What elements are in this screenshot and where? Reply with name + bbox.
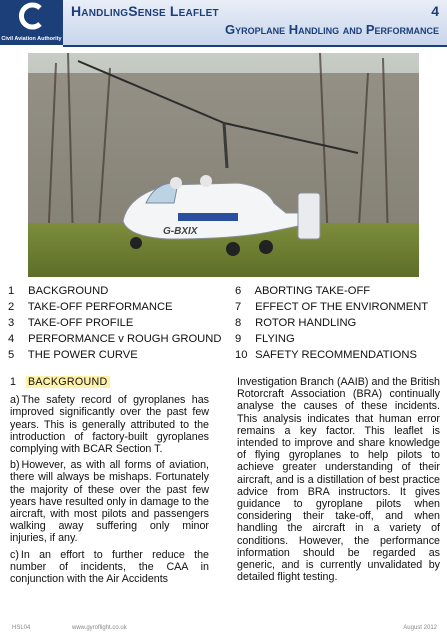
toc-number: 10 bbox=[235, 349, 248, 361]
toc-number: 9 bbox=[235, 333, 242, 345]
page-header bbox=[0, 0, 447, 45]
paragraph-label: b) bbox=[10, 459, 20, 472]
paragraph-text: The safety record of gyroplanes has improved significantly over the past few years. This is generally attributed to the introduction of factory-built gyroplanes complying with BCAR Section T. bbox=[10, 394, 209, 456]
toc-label: TAKE-OFF PERFORMANCE bbox=[27, 301, 173, 313]
section-number: 1 bbox=[10, 376, 16, 388]
paragraph-text: In an effort to further reduce the number of incidents, the CAA in conjunction with the Air Accidents bbox=[10, 548, 209, 586]
paragraph-c bbox=[10, 549, 209, 586]
toc-label: THE POWER CURVE bbox=[27, 349, 138, 361]
toc-label: FLYING bbox=[255, 333, 295, 345]
toc-number: 5 bbox=[8, 349, 15, 361]
toc-number: 3 bbox=[8, 317, 15, 329]
toc-number: 7 bbox=[235, 301, 242, 313]
toc-item bbox=[8, 315, 230, 331]
page-footer bbox=[0, 625, 447, 635]
paragraph-label: a) bbox=[10, 394, 20, 407]
toc-label: PERFORMANCE v ROUGH GROUND bbox=[28, 333, 222, 345]
toc-item bbox=[235, 299, 440, 315]
gyroplane-photo bbox=[28, 53, 419, 277]
toc-number: 4 bbox=[8, 333, 15, 345]
body-column-left bbox=[10, 376, 209, 589]
caa-logo bbox=[0, 0, 63, 45]
leaflet-subtitle: Gyroplane Handling and Performance bbox=[224, 22, 439, 37]
leaflet-number: 4 bbox=[431, 3, 439, 19]
title-band bbox=[63, 0, 447, 47]
paragraph-c-continued: Investigation Branch (AAIB) and the British Rotorcraft Association (BRA) continually analyse the causes of these incidents. This analysis indicates that human error remains a key factor. This leaflet is intended to improve and share knowledge of flying gyroplanes to help pilots to achieve greater understanding of their aircraft, and is a distillation of best practice advice from BRA instructors. It gives guidance to gyroplane pilots when considering their take-off, and when handling the aircraft in a variety of conditions. However, the performance information should be regarded as generic, and is currently unvalidated by detailed flight testing. bbox=[237, 376, 440, 584]
registration-mark: G-BXIX bbox=[163, 226, 198, 237]
caa-emblem-icon bbox=[18, 2, 46, 30]
footer-code: HSL04 bbox=[12, 625, 31, 631]
footer-url: www.gyroflight.co.uk bbox=[72, 625, 127, 631]
toc-item bbox=[235, 315, 440, 331]
gyroplane-illustration bbox=[28, 53, 419, 277]
toc-item bbox=[235, 331, 440, 347]
toc-item bbox=[8, 283, 230, 299]
toc-number: 2 bbox=[8, 301, 15, 313]
toc-item bbox=[235, 283, 440, 299]
toc-item bbox=[8, 347, 230, 363]
toc-label: SAFETY RECOMMENDATIONS bbox=[255, 349, 417, 361]
toc-item bbox=[8, 331, 230, 347]
toc-item bbox=[235, 347, 440, 363]
toc-number: 1 bbox=[8, 285, 15, 297]
toc-item bbox=[8, 299, 230, 315]
toc-number: 8 bbox=[235, 317, 242, 329]
toc-label: EFFECT OF THE ENVIRONMENT bbox=[255, 301, 429, 313]
leaflet-title: HandlingSense Leaflet bbox=[71, 3, 219, 19]
toc-label: BACKGROUND bbox=[28, 285, 109, 297]
body-column-right bbox=[237, 376, 440, 587]
paragraph-a bbox=[10, 394, 209, 455]
section-title: BACKGROUND bbox=[27, 376, 108, 388]
toc-label: ABORTING TAKE-OFF bbox=[254, 285, 371, 297]
paragraph-text: However, as with all forms of aviation, there will always be mishaps. Fortunately the majority of these over the past few years have resulted only in damage to the aircraft, with most pilots and passengers walking away suffering only minor injuries, if any. bbox=[10, 459, 209, 545]
toc-label: ROTOR HANDLING bbox=[255, 317, 357, 329]
toc-left-column bbox=[8, 283, 230, 363]
toc-number: 6 bbox=[235, 285, 242, 297]
paragraph-b bbox=[10, 459, 209, 544]
paragraph-label: c) bbox=[10, 548, 19, 561]
org-name: Civil Aviation Authority bbox=[1, 36, 62, 42]
toc-right-column bbox=[235, 283, 440, 363]
section-heading bbox=[10, 376, 209, 388]
footer-date: August 2012 bbox=[403, 625, 437, 631]
toc-label: TAKE-OFF PROFILE bbox=[27, 317, 134, 329]
